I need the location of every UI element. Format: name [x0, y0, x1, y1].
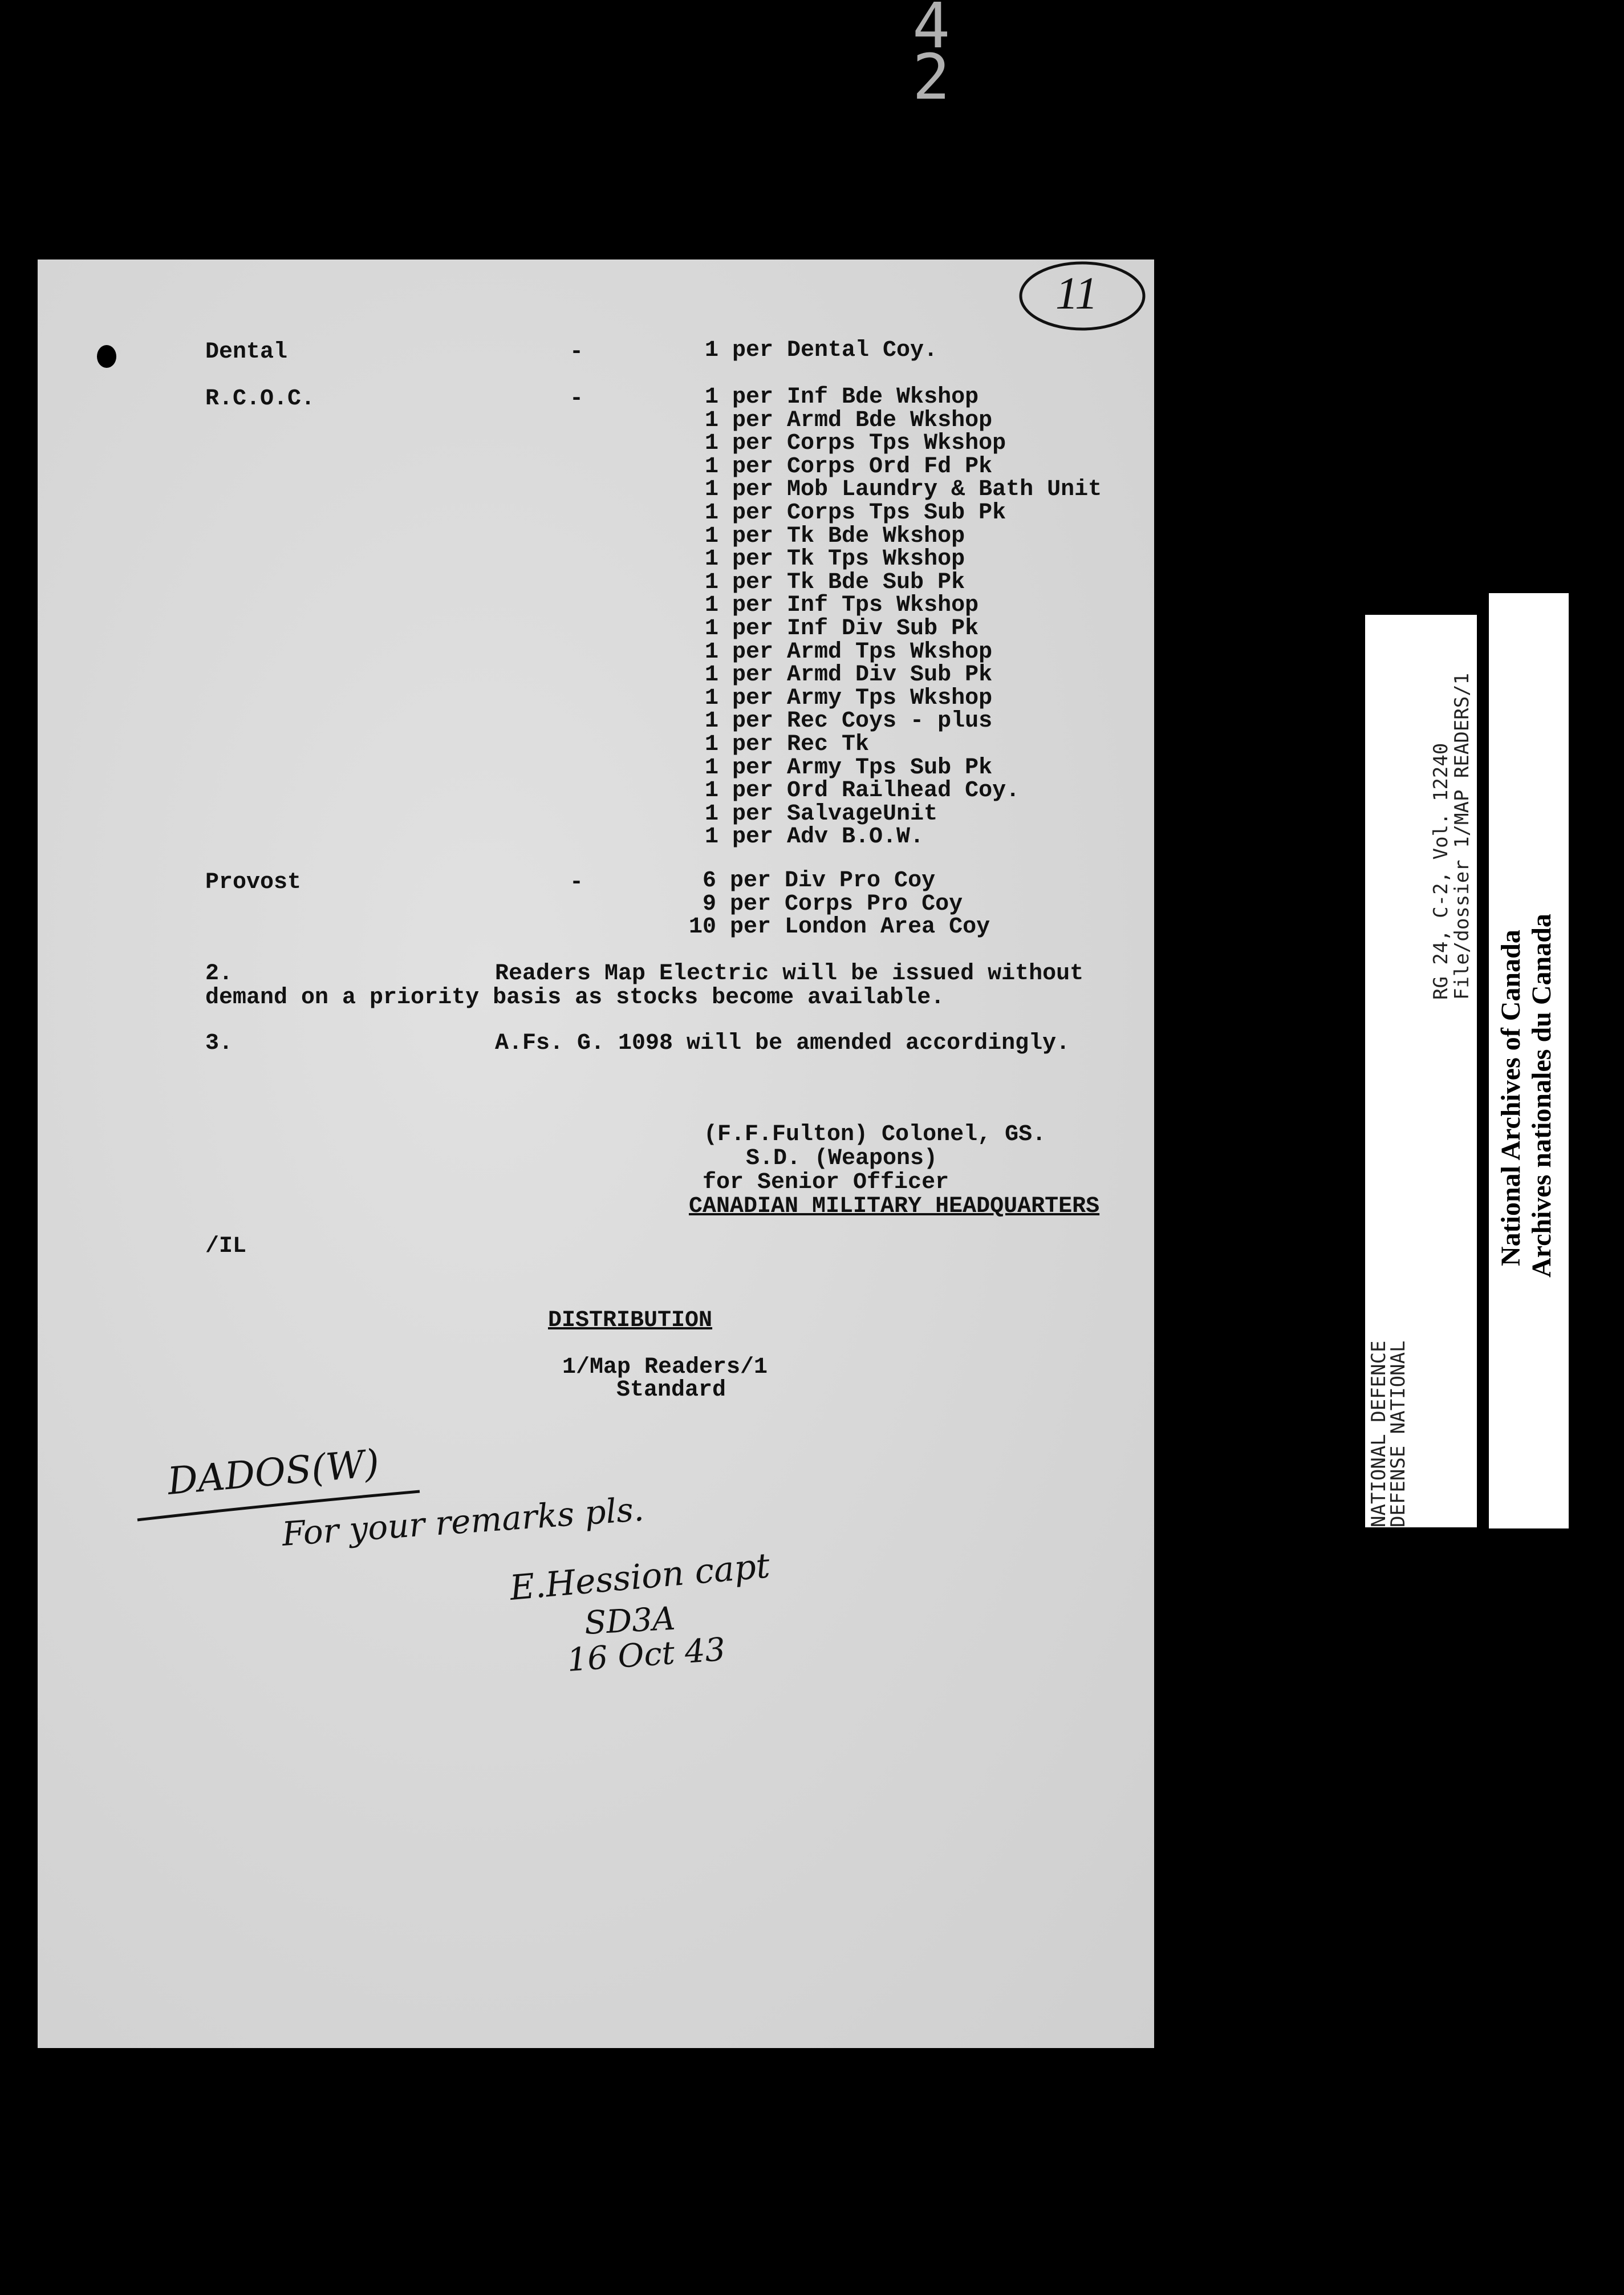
archive-name-line1: National Archives of Canada	[1496, 930, 1526, 1266]
list-item: 1 per Tk Tps Wkshop	[705, 546, 965, 573]
list-item: 1 per Army Tps Sub Pk	[705, 755, 993, 781]
signature-line2: S.D. (Weapons)	[746, 1146, 938, 1171]
list-item: 1 per Rec Tk	[705, 731, 870, 757]
archive-dept-line1: NATIONAL DEFENCE	[1367, 1340, 1390, 1527]
distribution-line1: 1/Map Readers/1	[562, 1355, 768, 1380]
section-label-rcoc: R.C.O.C.	[205, 386, 315, 412]
handwritten-line3: E.Hession capt	[508, 1546, 772, 1608]
distribution-heading: DISTRIBUTION	[548, 1308, 713, 1333]
archive-name-strip	[1489, 593, 1569, 1528]
list-item: 1 per Ord Railhead Coy.	[705, 778, 1020, 804]
handwritten-line5: 16 Oct 43	[566, 1631, 727, 1679]
list-item: 1 per Inf Tps Wkshop	[705, 593, 979, 619]
list-item: 1 per Mob Laundry & Bath Unit	[705, 477, 1102, 503]
handwritten-line4: SD3A	[583, 1600, 676, 1642]
archive-ref-line1: RG 24, C-2, Vol. 12240	[1430, 743, 1452, 1000]
section-dash-dental: -	[570, 339, 584, 365]
page-number-circle	[1016, 256, 1150, 333]
frame-number-mark: 4 2	[912, 0, 973, 113]
list-item: 1 per Corps Ord Fd Pk	[705, 453, 993, 480]
para3-text: A.Fs. G. 1098 will be amended accordingly.	[495, 1031, 1070, 1056]
list-item: 1 per Armd Bde Wkshop	[705, 407, 993, 433]
para2-number: 2.	[205, 961, 233, 987]
para3-number: 3.	[205, 1031, 233, 1056]
list-item: 1 per Army Tps Wkshop	[705, 685, 993, 711]
list-item: 1 per Inf Div Sub Pk	[705, 615, 979, 642]
page-number: 11	[1055, 269, 1098, 319]
list-item: 1 per Tk Bde Sub Pk	[705, 569, 965, 595]
list-item: 9 per Corps Pro Coy	[689, 891, 963, 917]
archive-dept-line2: DEFENSE NATIONAL	[1387, 1340, 1410, 1527]
list-item: 1 per Inf Bde Wkshop	[705, 384, 979, 410]
signature-line3: for Senior Officer	[703, 1170, 949, 1195]
archive-reference-strip	[1365, 615, 1477, 1527]
list-item: 1 per Tk Bde Wkshop	[705, 523, 965, 549]
list-item: 1 per Adv B.O.W.	[705, 824, 924, 850]
list-item: 1 per Corps Tps Wkshop	[705, 431, 1006, 457]
typist-initials: /IL	[205, 1234, 247, 1259]
list-item: 6 per Div Pro Coy	[689, 868, 936, 894]
handwritten-note	[123, 1440, 807, 1691]
rcoc-items	[705, 386, 1102, 849]
list-item: 1 per SalvageUnit	[705, 801, 938, 827]
document-page	[38, 259, 1154, 2048]
list-item: 1 per Rec Coys - plus	[705, 708, 993, 735]
punch-hole	[97, 345, 116, 368]
section-dash-rcoc: -	[570, 386, 584, 412]
para2-line2: demand on a priority basis as stocks become available.	[205, 985, 945, 1011]
signature-line4: CANADIAN MILITARY HEADQUARTERS	[689, 1194, 1100, 1219]
handwritten-line1: DADOS(W)	[165, 1441, 381, 1503]
list-item: 1 per Armd Tps Wkshop	[705, 639, 993, 665]
list-item: 1 per Dental Coy.	[705, 338, 938, 363]
handwritten-line2: For your remarks pls.	[281, 1489, 645, 1554]
provost-items	[689, 870, 990, 939]
distribution-line2: Standard	[616, 1377, 726, 1403]
section-label-provost: Provost	[205, 870, 302, 895]
list-item: 1 per Corps Tps Sub Pk	[705, 500, 1006, 526]
archive-ref-line2: File/dossier 1/MAP READERS/1	[1451, 672, 1473, 1000]
signature-line1: (F.F.Fulton) Colonel, GS.	[704, 1122, 1046, 1148]
list-item: 10 per London Area Coy	[689, 914, 990, 940]
list-item: 1 per Armd Div Sub Pk	[705, 662, 993, 688]
section-label-dental: Dental	[205, 339, 288, 365]
section-dash-provost: -	[570, 870, 584, 895]
dental-items	[705, 339, 937, 363]
archive-name-line2: Archives nationales du Canada	[1526, 914, 1557, 1278]
para2-line1: Readers Map Electric will be issued without	[495, 961, 1084, 987]
